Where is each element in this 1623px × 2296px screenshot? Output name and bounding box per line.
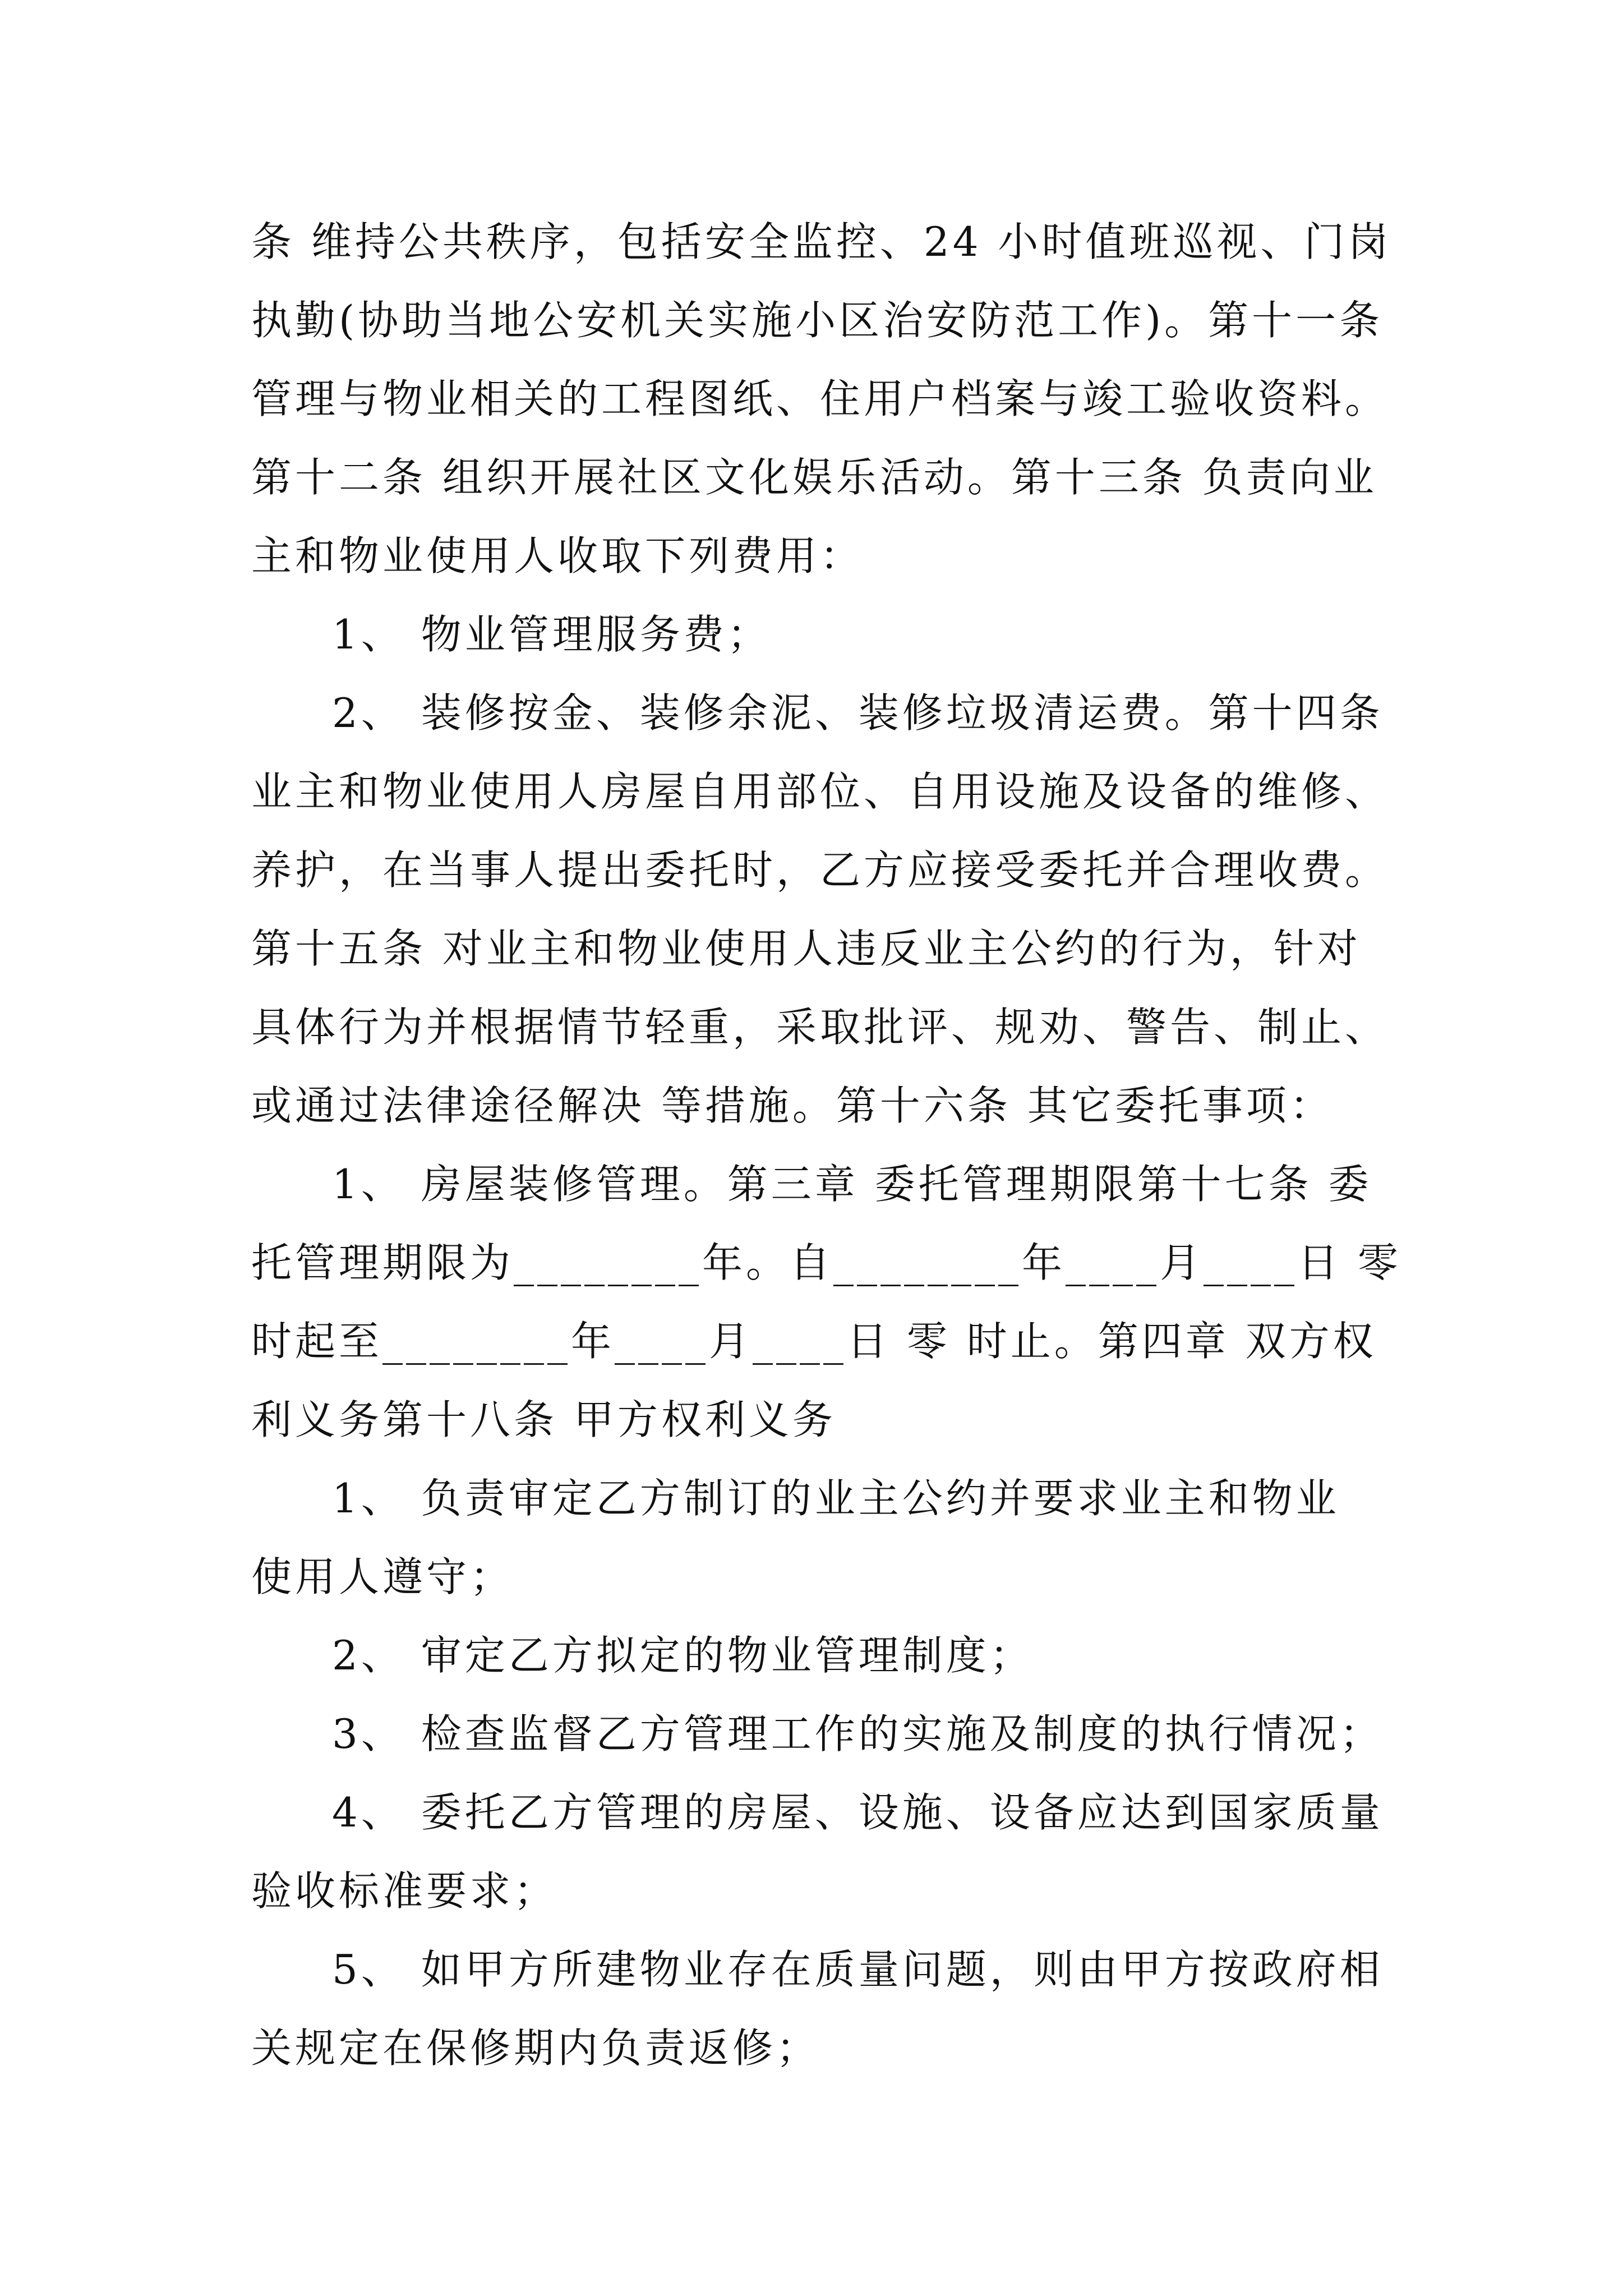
text-line: 或通过法律途径解决 等措施。第十六条 其它委托事项： <box>251 1082 1334 1129</box>
text-line: 1、 房屋装修管理。第三章 委托管理期限第十七条 委 <box>332 1161 1372 1208</box>
document-body <box>251 209 1401 2093</box>
text-line: 5、 如甲方所建物业存在质量问题，则由甲方按政府相 <box>332 1946 1384 1993</box>
text-line: 第十五条 对业主和物业使用人违反业主公约的行为，针对 <box>251 925 1361 972</box>
text-line: 业主和物业使用人房屋自用部位、自用设施及设备的维修、 <box>251 768 1389 815</box>
text-line: 1、 负责审定乙方制订的业主公约并要求业主和物业 <box>332 1475 1340 1522</box>
text-line: 关规定在保修期内负责返修； <box>251 2024 820 2072</box>
text-line: 4、 委托乙方管理的房屋、设施、设备应达到国家质量 <box>332 1789 1384 1836</box>
text-line: 具体行为并根据情节轻重，采取批评、规劝、警告、制止、 <box>251 1004 1389 1051</box>
text-line: 使用人遵守； <box>251 1553 514 1600</box>
text-line: 验收标准要求； <box>251 1867 558 1915</box>
text-line: 利义务第十八条 甲方权利义务 <box>251 1396 836 1443</box>
text-line: 托管理期限为________年。自________年____月____日 零 <box>251 1239 1401 1286</box>
text-line: 第十二条 组织开展社区文化娱乐活动。第十三条 负责向业 <box>251 454 1377 501</box>
text-line: 1、 物业管理服务费； <box>332 611 771 658</box>
text-line: 时起至________年____月____日 零 时止。第四章 双方权 <box>251 1318 1377 1365</box>
text-line: 执勤(协助当地公安机关实施小区治安防范工作)。第十一条 <box>251 297 1384 344</box>
text-line: 主和物业使用人收取下列费用： <box>251 532 864 579</box>
text-line: 2、 装修按金、装修余泥、装修垃圾清运费。第十四条 <box>332 689 1384 737</box>
text-line: 条 维持公共秩序，包括安全监控、24 小时值班巡视、门岗 <box>251 218 1392 265</box>
text-line: 管理与物业相关的工程图纸、住用户档案与竣工验收资料。 <box>251 375 1389 422</box>
text-line: 养护，在当事人提出委托时，乙方应接受委托并合理收费。 <box>251 846 1389 894</box>
text-line: 3、 检查监督乙方管理工作的实施及制度的执行情况； <box>332 1710 1384 1757</box>
text-line: 2、 审定乙方拟定的物业管理制度； <box>332 1632 1034 1679</box>
